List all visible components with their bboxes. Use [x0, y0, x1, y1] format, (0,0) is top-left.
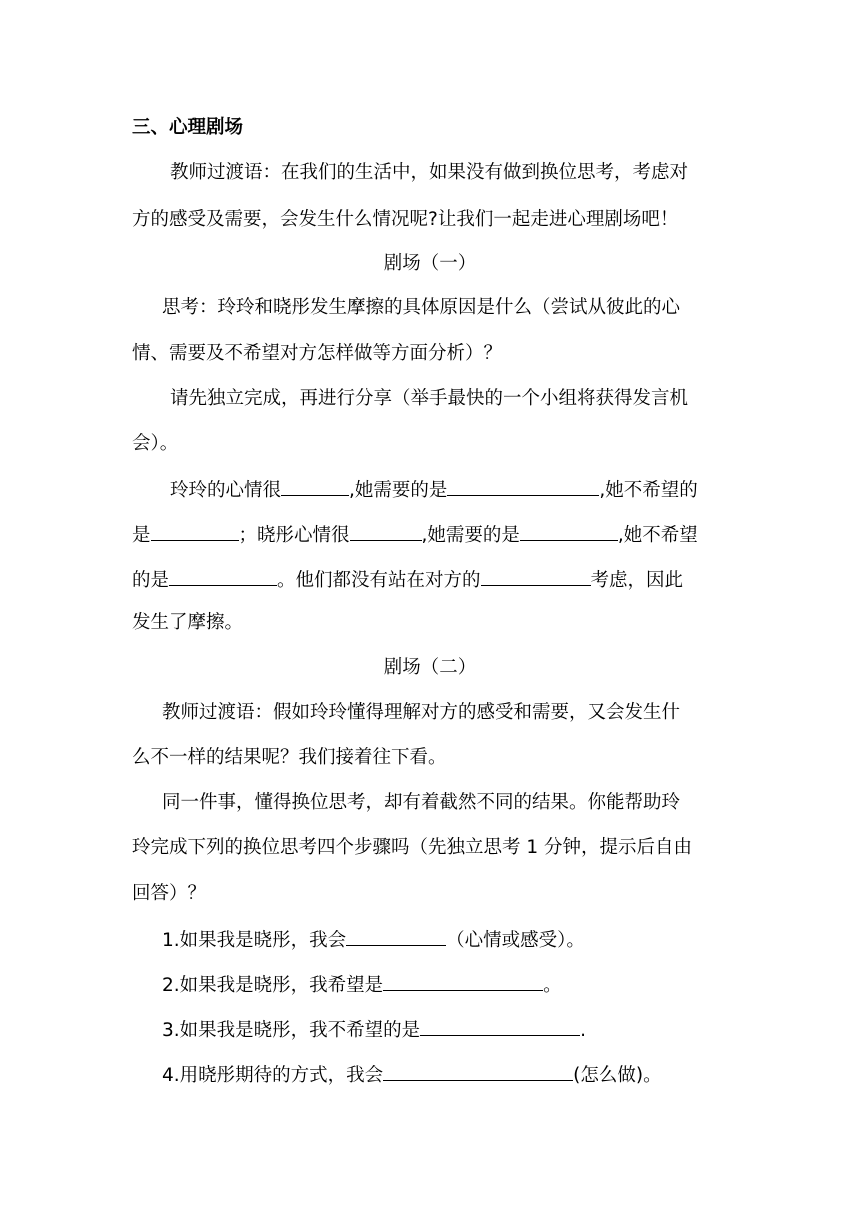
- fill-text: ,她不希望: [617, 525, 698, 546]
- fill-row-1: [170, 476, 770, 502]
- scene2-transition-line-2: 么不一样的结果呢？我们接着往下看。: [132, 747, 447, 768]
- scene2-title: 剧场（二）: [383, 657, 477, 678]
- fill-text: 考虑，因此: [590, 570, 684, 591]
- scene1-think-line-2: 情、需要及不希望对方怎样做等方面分析）？: [132, 343, 503, 364]
- fill-text: ,她需要的是: [349, 480, 448, 501]
- blank-field[interactable]: [383, 971, 543, 991]
- blank-field[interactable]: [447, 476, 599, 496]
- fill-text: 。他们都没有站在对方的: [277, 570, 481, 591]
- step-text: 2.如果我是晓彤，我希望是: [162, 975, 384, 996]
- fill-text: ；晓彤心情很: [238, 525, 350, 546]
- blank-field[interactable]: [520, 521, 618, 541]
- step-item-1: [162, 926, 762, 952]
- blank-field[interactable]: [169, 566, 277, 586]
- blank-field[interactable]: [151, 521, 239, 541]
- scene1-instruct-line-2: 会）。: [132, 433, 179, 454]
- scene1-title: 剧场（一）: [383, 253, 477, 274]
- blank-field[interactable]: [383, 1061, 573, 1081]
- blank-field[interactable]: [281, 476, 349, 496]
- section-title: 三、心理剧场: [132, 117, 244, 138]
- scene2-para-line-2: 玲完成下列的换位思考四个步骤吗（先独立思考 1 分钟，提示后自由: [132, 837, 693, 858]
- step-item-4: [162, 1061, 762, 1087]
- fill-text: ,她需要的是: [421, 525, 520, 546]
- scene1-think-line-1: 思考：玲玲和晓彤发生摩擦的具体原因是什么（尝试从彼此的心: [162, 297, 681, 318]
- fill-row-3: [132, 566, 732, 592]
- step-text: 。: [543, 975, 562, 996]
- scene2-transition-line-1: 教师过渡语：假如玲玲懂得理解对方的感受和需要，又会发生什: [162, 702, 681, 723]
- blank-field[interactable]: [481, 566, 591, 586]
- step-item-3: [162, 1016, 762, 1042]
- fill-row-4: 发生了摩擦。: [132, 612, 244, 633]
- scene2-para-line-3: 回答）？: [132, 883, 207, 904]
- step-text: （心情或感受）。: [446, 930, 585, 951]
- blank-field[interactable]: [420, 1016, 580, 1036]
- blank-field[interactable]: [346, 926, 446, 946]
- blank-field[interactable]: [350, 521, 422, 541]
- step-text: .: [580, 1020, 587, 1041]
- intro-line-1: 教师过渡语：在我们的生活中，如果没有做到换位思考，考虑对: [170, 162, 689, 183]
- intro-line-2: 方的感受及需要，会发生什么情况呢?让我们一起走进心理剧场吧！: [132, 209, 679, 230]
- fill-text: 的是: [132, 570, 170, 591]
- step-text: 3.如果我是晓彤，我不希望的是: [162, 1020, 421, 1041]
- scene2-para-line-1: 同一件事，懂得换位思考，却有着截然不同的结果。你能帮助玲: [162, 792, 681, 813]
- fill-text: ,她不希望的: [599, 480, 698, 501]
- scene1-instruct-line-1: 请先独立完成，再进行分享（举手最快的一个小组将获得发言机: [170, 388, 689, 409]
- step-text: (怎么做)。: [573, 1065, 662, 1086]
- step-item-2: [162, 971, 762, 997]
- step-text: 4.用晓彤期待的方式，我会: [162, 1065, 384, 1086]
- fill-text: 玲玲的心情很: [170, 480, 282, 501]
- fill-row-2: [132, 521, 732, 547]
- step-text: 1.如果我是晓彤，我会: [162, 930, 347, 951]
- fill-text: 是: [132, 525, 151, 546]
